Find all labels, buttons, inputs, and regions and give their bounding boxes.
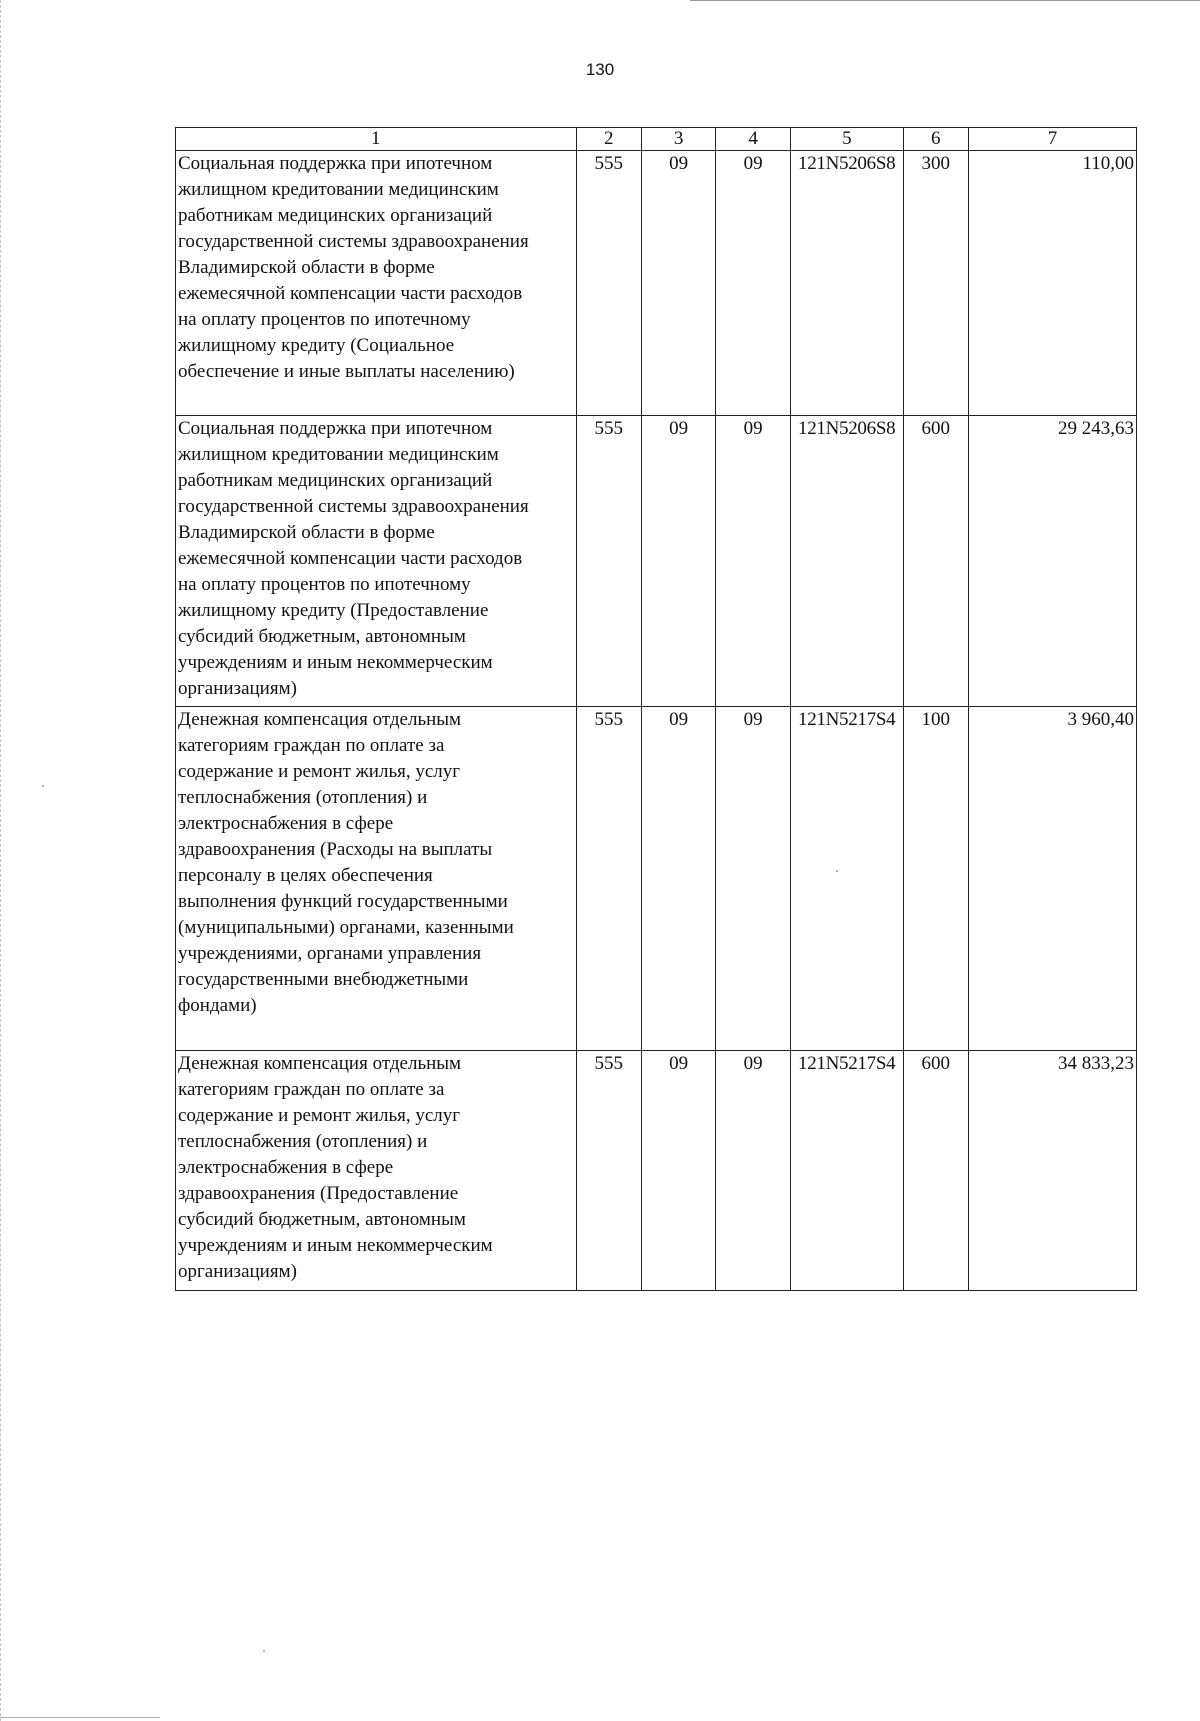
scan-speck: [42, 785, 44, 787]
page-number: 130: [585, 60, 615, 79]
header-row: [176, 128, 1137, 151]
row-target-article: 121N5217S4: [790, 707, 903, 1051]
row-expense-type: 600: [903, 1051, 968, 1291]
row-ministry-code: 555: [576, 151, 641, 416]
row-target-article: 121N5206S8: [790, 416, 903, 707]
header-col-7: 7: [968, 128, 1136, 151]
row-section-code: 09: [641, 1051, 715, 1291]
row-description: Денежная компенсация отдельным категориям граждан по оплате за содержание и ремонт жилья, услуг теплоснабжения (отопления) и электроснабжения в сфере здравоохранения (Предоставление субсидий бюджетным, автономным учреждениям и иным некоммерческим организациям): [176, 1051, 577, 1291]
scan-edge-left: [0, 0, 1, 1721]
row-section-code: 09: [641, 416, 715, 707]
table-row: [176, 416, 1137, 707]
header-col-2: 2: [576, 128, 641, 151]
row-description: Социальная поддержка при ипотечном жилищном кредитовании медицинским работникам медицинских организаций государственной системы здравоохранения Владимирской области в форме ежемесячной компенсации части расходов на оплату процентов по ипотечному жилищному кредиту (Социальное обеспечение и иные выплаты населению): [176, 151, 577, 416]
table-row: [176, 1051, 1137, 1291]
row-target-article: 121N5217S4: [790, 1051, 903, 1291]
row-amount: 34 833,23: [968, 1051, 1136, 1291]
header-col-5: 5: [790, 128, 903, 151]
row-subsection-code: 09: [716, 416, 790, 707]
header-col-4: 4: [716, 128, 790, 151]
header-col-1: 1: [176, 128, 577, 151]
row-ministry-code: 555: [576, 416, 641, 707]
scan-edge-bottom: [0, 1717, 160, 1718]
row-expense-type: 600: [903, 416, 968, 707]
row-section-code: 09: [641, 151, 715, 416]
header-col-3: 3: [641, 128, 715, 151]
row-target-article: 121N5206S8: [790, 151, 903, 416]
row-amount: 110,00: [968, 151, 1136, 416]
row-subsection-code: 09: [716, 151, 790, 416]
row-section-code: 09: [641, 707, 715, 1051]
row-amount: 3 960,40: [968, 707, 1136, 1051]
row-subsection-code: 09: [716, 1051, 790, 1291]
row-ministry-code: 555: [576, 707, 641, 1051]
row-expense-type: 300: [903, 151, 968, 416]
row-subsection-code: 09: [716, 707, 790, 1051]
row-ministry-code: 555: [576, 1051, 641, 1291]
row-description: Социальная поддержка при ипотечном жилищном кредитовании медицинским работникам медицинских организаций государственной системы здравоохранения Владимирской области в форме ежемесячной компенсации части расходов на оплату процентов по ипотечному жилищному кредиту (Предоставление субсидий бюджетным, автономным учреждениям и иным некоммерческим организациям): [176, 416, 577, 707]
scan-edge-top: [690, 0, 1200, 1]
row-expense-type: 100: [903, 707, 968, 1051]
row-description: Денежная компенсация отдельным категориям граждан по оплате за содержание и ремонт жилья, услуг теплоснабжения (отопления) и электроснабжения в сфере здравоохранения (Расходы на выплаты персоналу в целях обеспечения выполнения функций государственными (муниципальными) органами, казенными учреждениями, органами управления государственными внебюджетными фондами): [176, 707, 577, 1051]
table-row: [176, 707, 1137, 1051]
row-amount: 29 243,63: [968, 416, 1136, 707]
header-col-6: 6: [903, 128, 968, 151]
scan-speck: [836, 870, 838, 872]
table-row: [176, 151, 1137, 416]
scan-speck: [263, 1650, 265, 1652]
budget-table: [175, 127, 1137, 1291]
